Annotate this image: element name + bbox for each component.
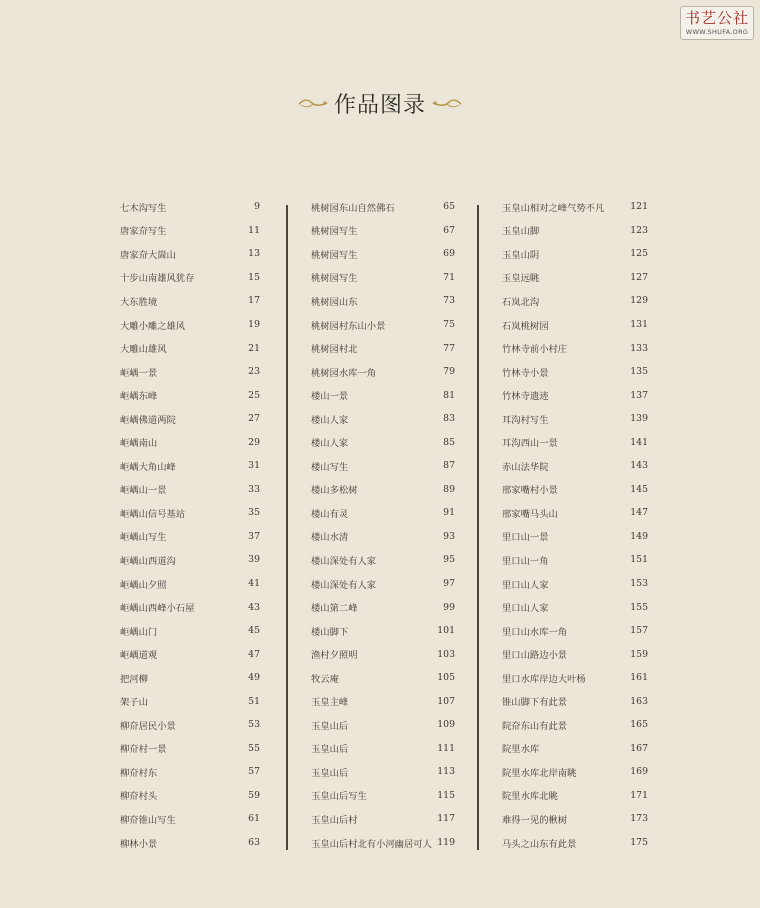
catalog-entry [311, 784, 455, 808]
catalog-entry [311, 478, 455, 502]
entry-title: 柳夼村一景 [120, 744, 167, 756]
entry-title: 桃树园写生 [311, 226, 358, 238]
entry-page-number: 41 [248, 578, 260, 590]
entry-title: 柳林小景 [120, 838, 158, 850]
entry-page-number: 55 [248, 742, 260, 754]
entry-title: 楼山脚下 [311, 626, 349, 638]
catalog-entry [120, 242, 260, 266]
catalog-entry [120, 784, 260, 808]
entry-page-number: 127 [630, 271, 648, 283]
entry-page-number: 43 [248, 601, 260, 613]
entry-page-number: 75 [443, 319, 455, 330]
entry-page-number: 111 [437, 742, 455, 754]
entry-page-number: 23 [248, 366, 260, 378]
entry-page-number: 15 [248, 271, 260, 283]
entry-page-number: 79 [443, 366, 455, 378]
catalog-column-1 [120, 195, 260, 854]
entry-page-number: 139 [630, 413, 648, 425]
catalog-entry [120, 219, 260, 243]
entry-title: 大雕小雕之雄风 [120, 320, 186, 332]
catalog-entry [311, 454, 455, 478]
entry-page-number: 69 [443, 248, 455, 260]
entry-title: 楼山深处有人家 [311, 579, 377, 591]
catalog-entry [120, 430, 260, 454]
catalog-entry [311, 219, 455, 243]
entry-page-number: 109 [437, 719, 455, 731]
entry-page-number: 165 [630, 719, 648, 731]
catalog-entry [311, 266, 455, 290]
entry-title: 里口山人家 [502, 603, 549, 615]
entry-title: 岠嵎南山 [120, 438, 158, 450]
catalog-entry [311, 831, 455, 855]
catalog-entry [311, 407, 455, 431]
entry-title: 院夼东山有此景 [502, 720, 568, 732]
entry-title: 竹林寺遗迹 [502, 391, 549, 403]
catalog-entry [120, 336, 260, 360]
title-block [0, 86, 760, 120]
entry-title: 岠嵎山西峰小石屋 [120, 603, 195, 615]
catalog-entry [502, 478, 648, 502]
entry-title: 桃树园写生 [311, 273, 358, 285]
entry-page-number: 151 [630, 554, 648, 566]
catalog-entry [311, 548, 455, 572]
entry-title: 里口水库岸边大叶杨 [502, 673, 586, 685]
entry-title: 渔村夕照明 [311, 650, 358, 662]
entry-title: 难得一见的楸树 [502, 814, 568, 826]
entry-page-number: 77 [443, 342, 455, 354]
entry-title: 院里水库 [502, 744, 540, 756]
catalog-entry [502, 525, 648, 549]
entry-page-number: 61 [248, 813, 260, 825]
catalog-entry [502, 454, 648, 478]
catalog-entry [120, 642, 260, 666]
entry-title: 玉皇山后 [311, 744, 349, 756]
catalog-entry [120, 407, 260, 431]
catalog-entry [120, 501, 260, 525]
catalog-entry [502, 619, 648, 643]
entry-page-number: 19 [248, 319, 260, 330]
entry-title: 里口山一景 [502, 532, 549, 544]
entry-title: 岠嵎山写生 [120, 532, 167, 544]
catalog-entry [120, 737, 260, 761]
catalog-entry [311, 289, 455, 313]
entry-page-number: 51 [248, 695, 260, 707]
catalog-column-3 [502, 195, 648, 854]
entry-title: 大东胜境 [120, 296, 158, 308]
entry-title: 楼山第二峰 [311, 603, 358, 615]
catalog-entry [311, 383, 455, 407]
page-title: 作品图录 [333, 92, 426, 118]
entry-page-number: 35 [248, 507, 260, 519]
catalog-entry [311, 666, 455, 690]
entry-title: 岠嵎一景 [120, 367, 158, 379]
catalog-entry [311, 525, 455, 549]
entry-page-number: 13 [248, 248, 260, 260]
entry-title: 楼山写生 [311, 461, 349, 473]
entry-title: 玉皇山脚 [502, 226, 540, 238]
entry-title: 岠嵎山一景 [120, 485, 167, 497]
entry-page-number: 171 [630, 789, 648, 801]
entry-page-number: 169 [630, 766, 648, 778]
entry-page-number: 137 [630, 389, 648, 401]
entry-title: 十步山南雄风犹存 [120, 273, 195, 285]
entry-page-number: 9 [254, 201, 260, 213]
catalog-entry [502, 266, 648, 290]
entry-page-number: 45 [248, 625, 260, 637]
entry-title: 玉皇山后村北有小河幽居可人 [311, 838, 432, 850]
entry-title: 里口山一角 [502, 555, 549, 567]
entry-title: 赤山法华院 [502, 461, 549, 473]
entry-page-number: 161 [630, 672, 648, 684]
catalog-entry [120, 807, 260, 831]
entry-page-number: 157 [630, 625, 648, 637]
entry-page-number: 141 [630, 436, 648, 448]
catalog-entry [120, 713, 260, 737]
entry-title: 玉皇主峰 [311, 697, 349, 709]
catalog-entry [502, 737, 648, 761]
entry-title: 唐家夼大崮山 [120, 249, 176, 261]
catalog-entry [502, 831, 648, 855]
entry-title: 岠嵎大角山峰 [120, 461, 176, 473]
catalog-entry [120, 478, 260, 502]
entry-page-number: 143 [630, 460, 648, 472]
entry-page-number: 71 [443, 271, 455, 283]
catalog-entry [120, 289, 260, 313]
entry-page-number: 39 [248, 554, 260, 566]
entry-title: 玉皇山阴 [502, 249, 540, 261]
entry-title: 里口山水库一角 [502, 626, 568, 638]
entry-title: 柳夼村头 [120, 791, 158, 803]
entry-page-number: 163 [630, 695, 648, 707]
entry-page-number: 33 [248, 483, 260, 495]
entry-title: 岠嵎山夕照 [120, 579, 167, 591]
entry-page-number: 105 [437, 672, 455, 684]
catalog-entry [502, 595, 648, 619]
catalog-entry [311, 572, 455, 596]
entry-title: 院里水库北眺 [502, 791, 558, 803]
catalog-entry [502, 666, 648, 690]
entry-page-number: 123 [630, 224, 648, 236]
catalog-entry [120, 548, 260, 572]
entry-title: 里口山人家 [502, 579, 549, 591]
entry-title: 邢家嘴村小景 [502, 485, 558, 497]
entry-page-number: 73 [443, 295, 455, 307]
entry-page-number: 121 [630, 201, 648, 213]
watermark-url: WWW.SHUFA.ORG [685, 28, 749, 36]
catalog-entry [502, 430, 648, 454]
catalog-entry [120, 595, 260, 619]
entry-page-number: 115 [437, 789, 455, 801]
entry-title: 岠嵎佛道两院 [120, 414, 176, 426]
catalog-entry [120, 525, 260, 549]
entry-page-number: 25 [248, 389, 260, 401]
entry-title: 桃树园山东 [311, 296, 358, 308]
catalog-entry [311, 689, 455, 713]
entry-title: 大雕山雄风 [120, 344, 167, 356]
catalog-entry [120, 760, 260, 784]
entry-page-number: 133 [630, 342, 648, 354]
entry-page-number: 89 [443, 483, 455, 495]
entry-page-number: 147 [630, 507, 648, 519]
catalog-entry [502, 383, 648, 407]
entry-title: 岠嵎道观 [120, 650, 158, 662]
entry-title: 柳夼村东 [120, 767, 158, 779]
catalog-entry [120, 831, 260, 855]
catalog-entry [502, 501, 648, 525]
catalog-entry [120, 454, 260, 478]
entry-title: 楼山一景 [311, 391, 349, 403]
catalog-entry [311, 313, 455, 337]
entry-title: 架子山 [120, 697, 148, 709]
entry-page-number: 159 [630, 648, 648, 660]
catalog-entry [120, 266, 260, 290]
entry-title: 玉皇山后 [311, 720, 349, 732]
entry-page-number: 119 [437, 837, 455, 849]
entry-title: 竹林寺前小村庄 [502, 344, 568, 356]
entry-title: 岠嵎山西道沟 [120, 555, 176, 567]
entry-title: 桃树园村北 [311, 344, 358, 356]
entry-page-number: 129 [630, 295, 648, 307]
catalog-entry [311, 501, 455, 525]
entry-title: 玉皇山后村 [311, 814, 358, 826]
entry-page-number: 117 [437, 813, 455, 825]
catalog-entry [502, 242, 648, 266]
catalog-entry [502, 760, 648, 784]
entry-title: 院里水库北岸南眺 [502, 767, 577, 779]
catalog-entry [311, 595, 455, 619]
entry-title: 桃树园村东山小景 [311, 320, 386, 332]
catalog-entry [502, 548, 648, 572]
entry-title: 锥山脚下有此景 [502, 697, 568, 709]
entry-title: 玉皇山后写生 [311, 791, 367, 803]
entry-page-number: 131 [630, 319, 648, 330]
catalog-entry [311, 737, 455, 761]
entry-title: 竹林寺小景 [502, 367, 549, 379]
entry-title: 岠嵎东峰 [120, 391, 158, 403]
catalog-entry [120, 383, 260, 407]
entry-page-number: 113 [437, 766, 455, 778]
catalog-entry [502, 360, 648, 384]
catalog-entry [502, 195, 648, 219]
entry-title: 楼山多松树 [311, 485, 358, 497]
catalog-entry [311, 195, 455, 219]
entry-page-number: 53 [248, 719, 260, 731]
site-watermark-logo [680, 6, 754, 40]
entry-title: 楼山深处有人家 [311, 555, 377, 567]
entry-page-number: 107 [437, 695, 455, 707]
entry-title: 楼山水清 [311, 532, 349, 544]
entry-title: 楼山人家 [311, 438, 349, 450]
entry-title: 石岚北沟 [502, 296, 540, 308]
entry-page-number: 85 [443, 436, 455, 448]
entry-page-number: 175 [630, 837, 648, 849]
catalog-entry [502, 689, 648, 713]
column-divider [286, 205, 288, 850]
catalog-entry [311, 336, 455, 360]
catalog-entry [311, 642, 455, 666]
catalog-entry [311, 360, 455, 384]
entry-page-number: 87 [443, 460, 455, 472]
catalog-entry [120, 360, 260, 384]
entry-title: 里口山路边小景 [502, 650, 568, 662]
entry-title: 牧云庵 [311, 673, 339, 685]
catalog-entry [311, 619, 455, 643]
catalog-entry [311, 760, 455, 784]
catalog-entry [502, 407, 648, 431]
entry-title: 玉皇山相对之峰气势不凡 [502, 202, 605, 214]
catalog-entry [502, 313, 648, 337]
entry-title: 桃树园水库一角 [311, 367, 377, 379]
entry-page-number: 37 [248, 530, 260, 542]
entry-page-number: 93 [443, 530, 455, 542]
catalog-entry [311, 807, 455, 831]
entry-page-number: 103 [437, 648, 455, 660]
entry-page-number: 97 [443, 578, 455, 590]
catalog-entry [120, 666, 260, 690]
entry-title: 楼山人家 [311, 414, 349, 426]
catalog-entry [120, 313, 260, 337]
catalog-entry [311, 713, 455, 737]
entry-title: 岠嵎山信号基站 [120, 508, 186, 520]
entry-page-number: 155 [630, 601, 648, 613]
catalog-entry [502, 784, 648, 808]
entry-page-number: 27 [248, 413, 260, 425]
catalog-entry [120, 572, 260, 596]
entry-page-number: 91 [443, 507, 455, 519]
entry-title: 马头之山东有此景 [502, 838, 577, 850]
entry-title: 耳沟西山一景 [502, 438, 558, 450]
entry-page-number: 95 [443, 554, 455, 566]
entry-page-number: 47 [248, 648, 260, 660]
entry-page-number: 101 [437, 625, 455, 637]
entry-page-number: 145 [630, 483, 648, 495]
entry-title: 玉皇远眺 [502, 273, 540, 285]
catalog-entry [502, 642, 648, 666]
entry-title: 桃树园写生 [311, 249, 358, 261]
entry-title: 楼山有灵 [311, 508, 349, 520]
entry-page-number: 49 [248, 672, 260, 684]
entry-page-number: 153 [630, 578, 648, 590]
entry-title: 把河柳 [120, 673, 148, 685]
column-divider [477, 205, 479, 850]
catalog-entry [502, 219, 648, 243]
catalog-entry [120, 689, 260, 713]
catalog-entry [502, 336, 648, 360]
entry-title: 柳夼锥山写生 [120, 814, 176, 826]
catalog-entry [311, 242, 455, 266]
entry-title: 岠嵎山门 [120, 626, 158, 638]
entry-page-number: 167 [630, 742, 648, 754]
entry-page-number: 59 [248, 789, 260, 801]
entry-title: 石岚桃树园 [502, 320, 549, 332]
entry-page-number: 81 [443, 389, 455, 401]
catalog-entry [502, 713, 648, 737]
entry-title: 柳夼居民小景 [120, 720, 176, 732]
catalog-entry [502, 572, 648, 596]
entry-title: 桃树园东山自然佛石 [311, 202, 395, 214]
watermark-name: 书艺公社 [684, 9, 749, 27]
entry-page-number: 99 [443, 601, 455, 613]
catalog-entry [502, 807, 648, 831]
entry-page-number: 31 [248, 460, 260, 472]
catalog-entry [502, 289, 648, 313]
entry-title: 唐家夼写生 [120, 226, 167, 238]
entry-page-number: 57 [248, 766, 260, 778]
right-flourish-icon [432, 96, 462, 110]
entry-page-number: 67 [443, 224, 455, 236]
left-flourish-icon [298, 96, 328, 110]
entry-page-number: 83 [443, 413, 455, 425]
entry-title: 玉皇山后 [311, 767, 349, 779]
entry-page-number: 173 [630, 813, 648, 825]
entry-page-number: 149 [630, 530, 648, 542]
catalog-entry [120, 619, 260, 643]
entry-page-number: 29 [248, 436, 260, 448]
catalog-entry [120, 195, 260, 219]
entry-page-number: 135 [630, 366, 648, 378]
catalog-column-2 [311, 195, 455, 854]
catalog-entry [311, 430, 455, 454]
entry-page-number: 125 [630, 248, 648, 260]
entry-page-number: 17 [248, 295, 260, 307]
entry-title: 邢家嘴马头山 [502, 508, 558, 520]
entry-title: 七木沟写生 [120, 202, 167, 214]
entry-page-number: 11 [248, 224, 260, 236]
entry-page-number: 21 [248, 342, 260, 354]
entry-title: 耳沟村写生 [502, 414, 549, 426]
entry-page-number: 63 [248, 837, 260, 849]
entry-page-number: 65 [443, 201, 455, 213]
